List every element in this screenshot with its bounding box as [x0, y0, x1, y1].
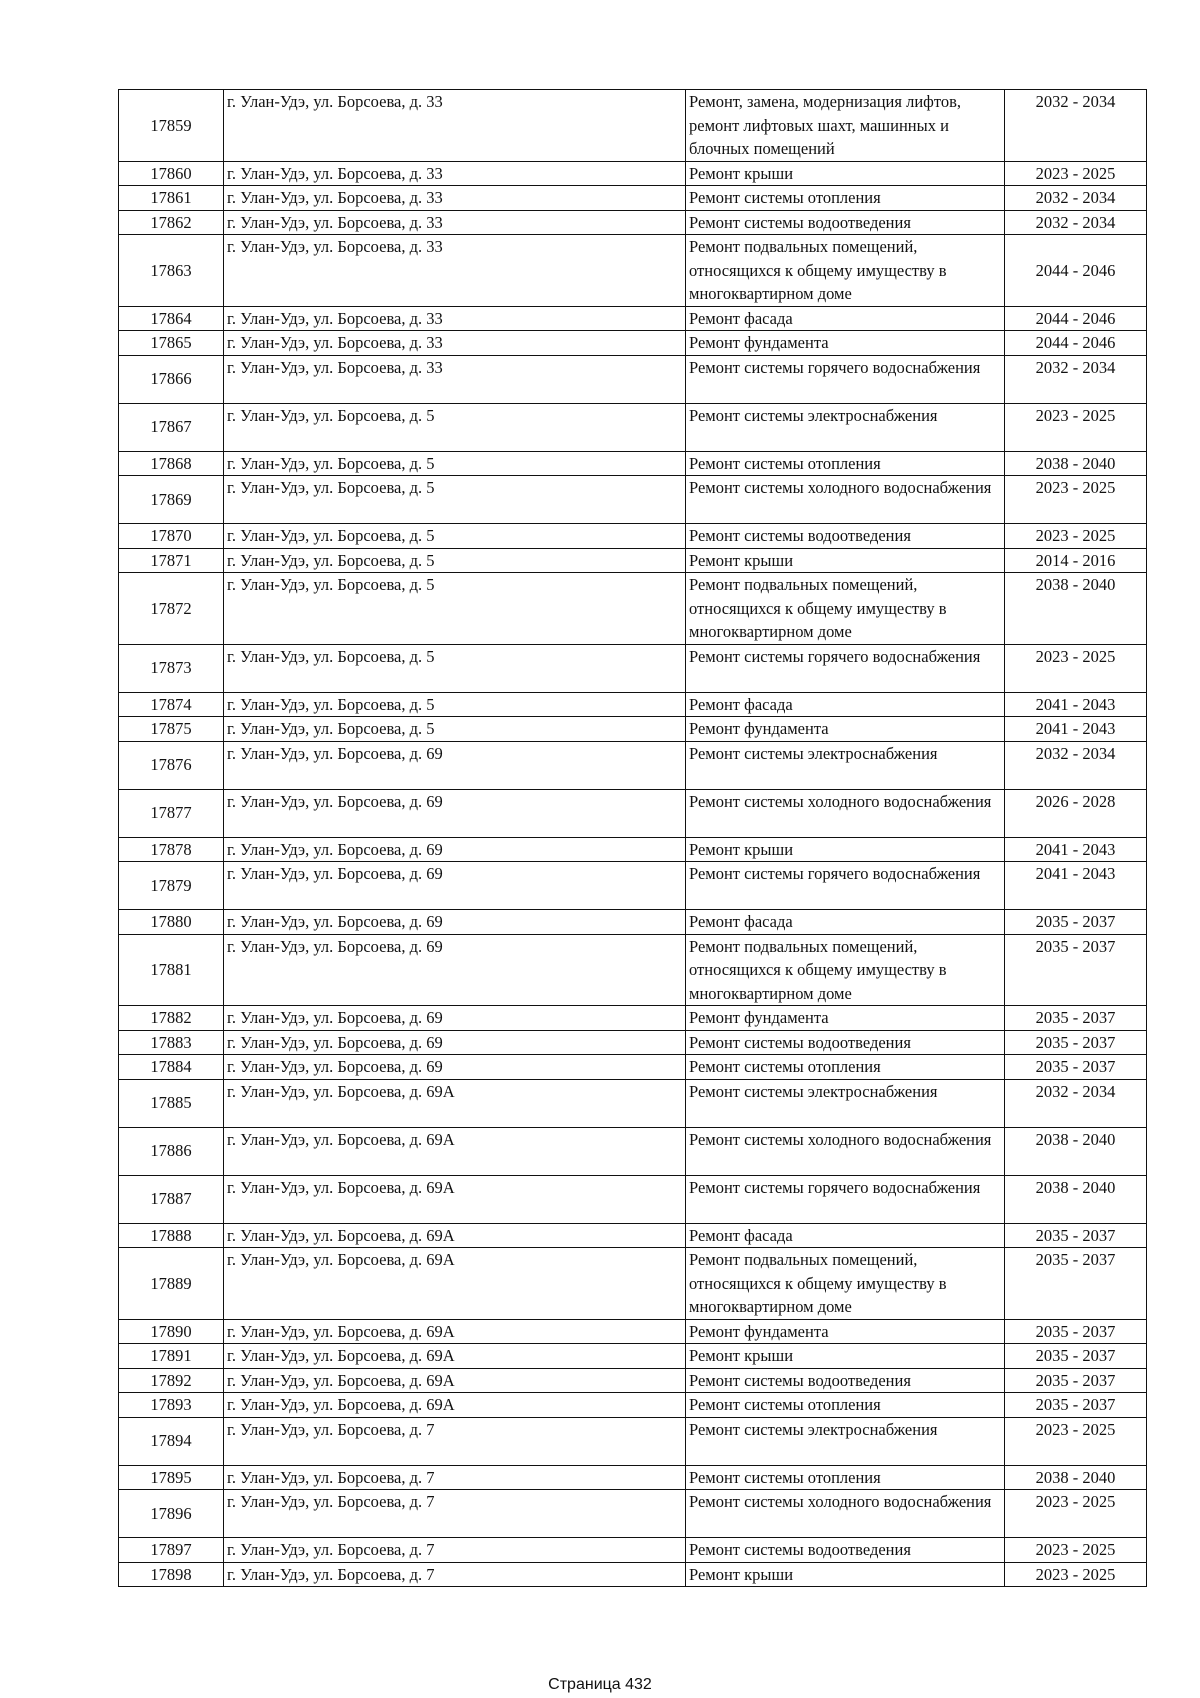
row-number-cell: 17873 [119, 644, 224, 692]
period-cell: 2044 - 2046 [1005, 331, 1147, 356]
row-number-cell: 17897 [119, 1538, 224, 1563]
row-number-cell: 17861 [119, 186, 224, 211]
table-row [119, 573, 1147, 645]
table-row [119, 1223, 1147, 1248]
work-type-cell: Ремонт крыши [686, 1562, 1005, 1587]
address-cell: г. Улан-Удэ, ул. Борсоева, д. 5 [224, 548, 686, 573]
table-row [119, 862, 1147, 910]
work-type-cell: Ремонт фасада [686, 1223, 1005, 1248]
row-number-cell: 17869 [119, 476, 224, 524]
table-row [119, 1055, 1147, 1080]
period-cell: 2032 - 2034 [1005, 1079, 1147, 1127]
period-cell: 2044 - 2046 [1005, 306, 1147, 331]
work-type-cell: Ремонт системы холодного водоснабжения [686, 1127, 1005, 1175]
row-number-cell: 17889 [119, 1248, 224, 1320]
period-cell: 2038 - 2040 [1005, 573, 1147, 645]
table-row [119, 692, 1147, 717]
address-cell: г. Улан-Удэ, ул. Борсоева, д. 33 [224, 355, 686, 403]
period-cell: 2035 - 2037 [1005, 1393, 1147, 1418]
row-number-cell: 17860 [119, 161, 224, 186]
period-cell: 2014 - 2016 [1005, 548, 1147, 573]
table-row [119, 1006, 1147, 1031]
row-number-cell: 17859 [119, 90, 224, 162]
row-number-cell: 17891 [119, 1344, 224, 1369]
address-cell: г. Улан-Удэ, ул. Борсоева, д. 5 [224, 403, 686, 451]
address-cell: г. Улан-Удэ, ул. Борсоева, д. 69 [224, 1030, 686, 1055]
work-type-cell: Ремонт фундамента [686, 1319, 1005, 1344]
period-cell: 2038 - 2040 [1005, 451, 1147, 476]
address-cell: г. Улан-Удэ, ул. Борсоева, д. 69 [224, 862, 686, 910]
period-cell: 2035 - 2037 [1005, 1248, 1147, 1320]
address-cell: г. Улан-Удэ, ул. Борсоева, д. 69 [224, 837, 686, 862]
address-cell: г. Улан-Удэ, ул. Борсоева, д. 33 [224, 210, 686, 235]
work-type-cell: Ремонт системы электроснабжения [686, 1079, 1005, 1127]
period-cell: 2023 - 2025 [1005, 403, 1147, 451]
address-cell: г. Улан-Удэ, ул. Борсоева, д. 69 [224, 1055, 686, 1080]
address-cell: г. Улан-Удэ, ул. Борсоева, д. 5 [224, 717, 686, 742]
row-number-cell: 17895 [119, 1465, 224, 1490]
row-number-cell: 17872 [119, 573, 224, 645]
work-type-cell: Ремонт фундамента [686, 1006, 1005, 1031]
table-row [119, 90, 1147, 162]
address-cell: г. Улан-Удэ, ул. Борсоева, д. 5 [224, 451, 686, 476]
address-cell: г. Улан-Удэ, ул. Борсоева, д. 69 [224, 1006, 686, 1031]
period-cell: 2023 - 2025 [1005, 644, 1147, 692]
address-cell: г. Улан-Удэ, ул. Борсоева, д. 69А [224, 1175, 686, 1223]
work-type-cell: Ремонт фасада [686, 692, 1005, 717]
page-number: Страница 432 [548, 1676, 652, 1693]
period-cell: 2035 - 2037 [1005, 1006, 1147, 1031]
table-row [119, 1127, 1147, 1175]
period-cell: 2044 - 2046 [1005, 235, 1147, 307]
work-type-cell: Ремонт системы горячего водоснабжения [686, 355, 1005, 403]
table-row [119, 524, 1147, 549]
table-row [119, 186, 1147, 211]
work-type-cell: Ремонт системы электроснабжения [686, 403, 1005, 451]
work-type-cell: Ремонт системы холодного водоснабжения [686, 1490, 1005, 1538]
work-type-cell: Ремонт подвальных помещений, относящихся к общему имуществу в многоквартирном доме [686, 573, 1005, 645]
period-cell: 2023 - 2025 [1005, 524, 1147, 549]
address-cell: г. Улан-Удэ, ул. Борсоева, д. 7 [224, 1417, 686, 1465]
table-row [119, 644, 1147, 692]
address-cell: г. Улан-Удэ, ул. Борсоева, д. 69 [224, 910, 686, 935]
row-number-cell: 17870 [119, 524, 224, 549]
row-number-cell: 17894 [119, 1417, 224, 1465]
table-body [119, 90, 1147, 1587]
work-type-cell: Ремонт фундамента [686, 331, 1005, 356]
row-number-cell: 17882 [119, 1006, 224, 1031]
row-number-cell: 17886 [119, 1127, 224, 1175]
table-row [119, 934, 1147, 1006]
address-cell: г. Улан-Удэ, ул. Борсоева, д. 69 [224, 789, 686, 837]
table-row [119, 1490, 1147, 1538]
table-row [119, 1175, 1147, 1223]
row-number-cell: 17893 [119, 1393, 224, 1418]
table-row [119, 331, 1147, 356]
work-type-cell: Ремонт системы водоотведения [686, 1030, 1005, 1055]
period-cell: 2041 - 2043 [1005, 837, 1147, 862]
address-cell: г. Улан-Удэ, ул. Борсоева, д. 69А [224, 1368, 686, 1393]
row-number-cell: 17887 [119, 1175, 224, 1223]
work-type-cell: Ремонт системы электроснабжения [686, 1417, 1005, 1465]
work-type-cell: Ремонт системы отопления [686, 1393, 1005, 1418]
address-cell: г. Улан-Удэ, ул. Борсоева, д. 69 [224, 741, 686, 789]
row-number-cell: 17888 [119, 1223, 224, 1248]
row-number-cell: 17879 [119, 862, 224, 910]
row-number-cell: 17898 [119, 1562, 224, 1587]
period-cell: 2041 - 2043 [1005, 717, 1147, 742]
table-row [119, 235, 1147, 307]
table-row [119, 1417, 1147, 1465]
period-cell: 2032 - 2034 [1005, 210, 1147, 235]
row-number-cell: 17881 [119, 934, 224, 1006]
period-cell: 2032 - 2034 [1005, 741, 1147, 789]
period-cell: 2035 - 2037 [1005, 1368, 1147, 1393]
address-cell: г. Улан-Удэ, ул. Борсоева, д. 33 [224, 306, 686, 331]
repair-schedule-table [118, 89, 1147, 1587]
address-cell: г. Улан-Удэ, ул. Борсоева, д. 69А [224, 1344, 686, 1369]
row-number-cell: 17876 [119, 741, 224, 789]
table-row [119, 476, 1147, 524]
table-row [119, 1393, 1147, 1418]
table-row [119, 1538, 1147, 1563]
period-cell: 2026 - 2028 [1005, 789, 1147, 837]
table-row [119, 451, 1147, 476]
work-type-cell: Ремонт, замена, модернизация лифтов, ремонт лифтовых шахт, машинных и блочных помещений [686, 90, 1005, 162]
period-cell: 2032 - 2034 [1005, 90, 1147, 162]
work-type-cell: Ремонт фундамента [686, 717, 1005, 742]
work-type-cell: Ремонт системы холодного водоснабжения [686, 789, 1005, 837]
address-cell: г. Улан-Удэ, ул. Борсоева, д. 69А [224, 1223, 686, 1248]
period-cell: 2023 - 2025 [1005, 161, 1147, 186]
table-row [119, 1319, 1147, 1344]
address-cell: г. Улан-Удэ, ул. Борсоева, д. 7 [224, 1538, 686, 1563]
row-number-cell: 17871 [119, 548, 224, 573]
address-cell: г. Улан-Удэ, ул. Борсоева, д. 69А [224, 1127, 686, 1175]
row-number-cell: 17878 [119, 837, 224, 862]
period-cell: 2038 - 2040 [1005, 1127, 1147, 1175]
table-row [119, 1079, 1147, 1127]
period-cell: 2023 - 2025 [1005, 1417, 1147, 1465]
row-number-cell: 17874 [119, 692, 224, 717]
row-number-cell: 17864 [119, 306, 224, 331]
row-number-cell: 17892 [119, 1368, 224, 1393]
period-cell: 2023 - 2025 [1005, 1538, 1147, 1563]
work-type-cell: Ремонт системы отопления [686, 451, 1005, 476]
table-row [119, 355, 1147, 403]
work-type-cell: Ремонт системы горячего водоснабжения [686, 862, 1005, 910]
table-row [119, 548, 1147, 573]
work-type-cell: Ремонт подвальных помещений, относящихся к общему имуществу в многоквартирном доме [686, 235, 1005, 307]
table-row [119, 910, 1147, 935]
address-cell: г. Улан-Удэ, ул. Борсоева, д. 69 [224, 934, 686, 1006]
table-row [119, 161, 1147, 186]
address-cell: г. Улан-Удэ, ул. Борсоева, д. 69А [224, 1393, 686, 1418]
address-cell: г. Улан-Удэ, ул. Борсоева, д. 33 [224, 186, 686, 211]
period-cell: 2035 - 2037 [1005, 1030, 1147, 1055]
row-number-cell: 17862 [119, 210, 224, 235]
period-cell: 2032 - 2034 [1005, 355, 1147, 403]
address-cell: г. Улан-Удэ, ул. Борсоева, д. 69А [224, 1079, 686, 1127]
work-type-cell: Ремонт фасада [686, 306, 1005, 331]
period-cell: 2023 - 2025 [1005, 1490, 1147, 1538]
table-row [119, 306, 1147, 331]
row-number-cell: 17875 [119, 717, 224, 742]
work-type-cell: Ремонт системы водоотведения [686, 1538, 1005, 1563]
table-row [119, 741, 1147, 789]
row-number-cell: 17885 [119, 1079, 224, 1127]
table-row [119, 837, 1147, 862]
table-row [119, 1465, 1147, 1490]
period-cell: 2035 - 2037 [1005, 1319, 1147, 1344]
work-type-cell: Ремонт системы отопления [686, 1055, 1005, 1080]
work-type-cell: Ремонт системы водоотведения [686, 1368, 1005, 1393]
address-cell: г. Улан-Удэ, ул. Борсоева, д. 33 [224, 331, 686, 356]
address-cell: г. Улан-Удэ, ул. Борсоева, д. 33 [224, 161, 686, 186]
period-cell: 2035 - 2037 [1005, 1344, 1147, 1369]
period-cell: 2023 - 2025 [1005, 476, 1147, 524]
work-type-cell: Ремонт крыши [686, 1344, 1005, 1369]
period-cell: 2032 - 2034 [1005, 186, 1147, 211]
table-row [119, 1248, 1147, 1320]
address-cell: г. Улан-Удэ, ул. Борсоева, д. 33 [224, 90, 686, 162]
row-number-cell: 17867 [119, 403, 224, 451]
work-type-cell: Ремонт подвальных помещений, относящихся к общему имуществу в многоквартирном доме [686, 934, 1005, 1006]
period-cell: 2035 - 2037 [1005, 934, 1147, 1006]
table-row [119, 717, 1147, 742]
work-type-cell: Ремонт системы водоотведения [686, 524, 1005, 549]
period-cell: 2041 - 2043 [1005, 692, 1147, 717]
address-cell: г. Улан-Удэ, ул. Борсоева, д. 5 [224, 692, 686, 717]
address-cell: г. Улан-Удэ, ул. Борсоева, д. 5 [224, 476, 686, 524]
table-row [119, 210, 1147, 235]
row-number-cell: 17896 [119, 1490, 224, 1538]
work-type-cell: Ремонт системы отопления [686, 186, 1005, 211]
work-type-cell: Ремонт фасада [686, 910, 1005, 935]
address-cell: г. Улан-Удэ, ул. Борсоева, д. 69А [224, 1319, 686, 1344]
work-type-cell: Ремонт системы горячего водоснабжения [686, 1175, 1005, 1223]
work-type-cell: Ремонт системы водоотведения [686, 210, 1005, 235]
period-cell: 2038 - 2040 [1005, 1175, 1147, 1223]
table-row [119, 1368, 1147, 1393]
work-type-cell: Ремонт крыши [686, 161, 1005, 186]
row-number-cell: 17884 [119, 1055, 224, 1080]
period-cell: 2023 - 2025 [1005, 1562, 1147, 1587]
work-type-cell: Ремонт системы отопления [686, 1465, 1005, 1490]
row-number-cell: 17883 [119, 1030, 224, 1055]
row-number-cell: 17877 [119, 789, 224, 837]
period-cell: 2038 - 2040 [1005, 1465, 1147, 1490]
table-row [119, 403, 1147, 451]
work-type-cell: Ремонт подвальных помещений, относящихся к общему имуществу в многоквартирном доме [686, 1248, 1005, 1320]
period-cell: 2035 - 2037 [1005, 1055, 1147, 1080]
address-cell: г. Улан-Удэ, ул. Борсоева, д. 69А [224, 1248, 686, 1320]
table-row [119, 789, 1147, 837]
row-number-cell: 17866 [119, 355, 224, 403]
work-type-cell: Ремонт крыши [686, 837, 1005, 862]
work-type-cell: Ремонт крыши [686, 548, 1005, 573]
table-row [119, 1344, 1147, 1369]
address-cell: г. Улан-Удэ, ул. Борсоева, д. 7 [224, 1465, 686, 1490]
row-number-cell: 17865 [119, 331, 224, 356]
period-cell: 2035 - 2037 [1005, 1223, 1147, 1248]
work-type-cell: Ремонт системы холодного водоснабжения [686, 476, 1005, 524]
work-type-cell: Ремонт системы горячего водоснабжения [686, 644, 1005, 692]
address-cell: г. Улан-Удэ, ул. Борсоева, д. 7 [224, 1490, 686, 1538]
address-cell: г. Улан-Удэ, ул. Борсоева, д. 5 [224, 573, 686, 645]
address-cell: г. Улан-Удэ, ул. Борсоева, д. 33 [224, 235, 686, 307]
row-number-cell: 17890 [119, 1319, 224, 1344]
work-type-cell: Ремонт системы электроснабжения [686, 741, 1005, 789]
row-number-cell: 17863 [119, 235, 224, 307]
address-cell: г. Улан-Удэ, ул. Борсоева, д. 5 [224, 524, 686, 549]
address-cell: г. Улан-Удэ, ул. Борсоева, д. 5 [224, 644, 686, 692]
table-row [119, 1030, 1147, 1055]
period-cell: 2041 - 2043 [1005, 862, 1147, 910]
table-row [119, 1562, 1147, 1587]
address-cell: г. Улан-Удэ, ул. Борсоева, д. 7 [224, 1562, 686, 1587]
row-number-cell: 17880 [119, 910, 224, 935]
period-cell: 2035 - 2037 [1005, 910, 1147, 935]
row-number-cell: 17868 [119, 451, 224, 476]
